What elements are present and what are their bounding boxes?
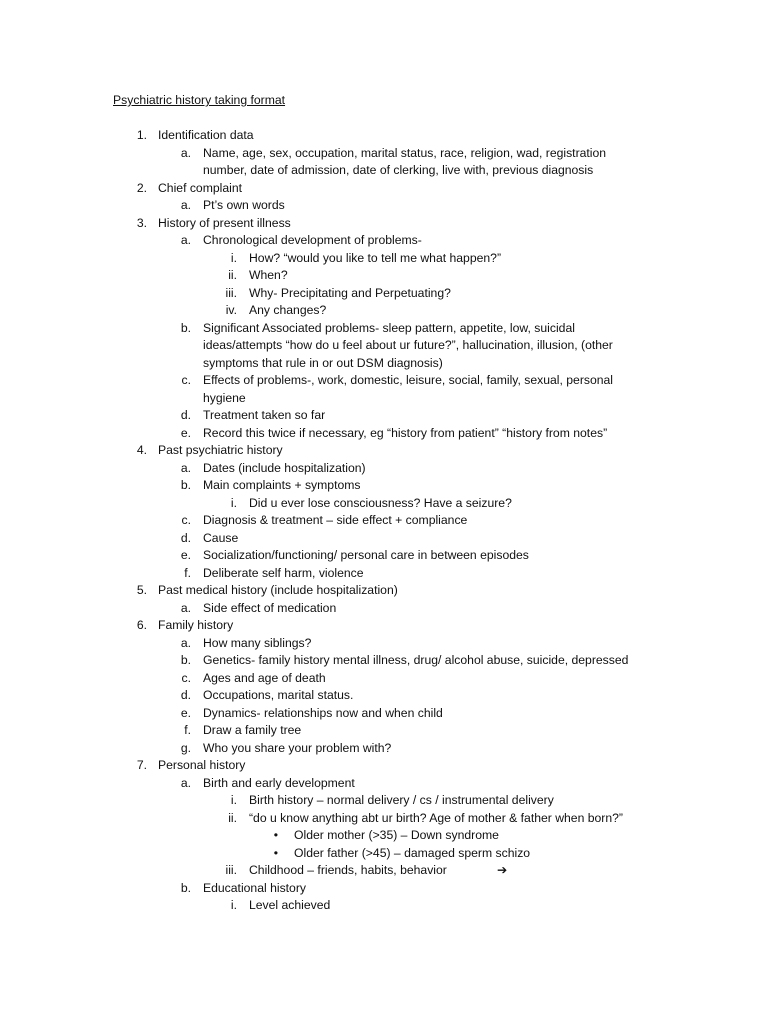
item-text: “do u know anything abt ur birth? Age of mother & father when born?” [249,811,623,825]
item-marker: g. [180,741,191,755]
item-text: Birth and early development [203,776,355,790]
item-text: How? “would you like to tell me what happen?” [249,251,502,265]
item-marker: f. [184,566,191,580]
item-text: Did u ever lose consciousness? Have a seizure? [249,496,512,510]
item-marker: b. [180,881,191,895]
item-text: Main complaints + symptoms [203,478,361,492]
item-text: symptoms that rule in or out DSM diagnosis) [203,356,443,370]
item-marker: • [273,846,278,860]
item-text: Birth history – normal delivery / cs / instrumental delivery [249,793,554,807]
item-text: Draw a family tree [203,723,302,737]
item-text: Occupations, marital status. [203,688,354,702]
item-text: When? [249,268,288,282]
item-marker: e. [180,548,191,562]
item-text: Identification data [158,128,254,142]
item-marker: f. [184,723,191,737]
item-text: Older mother (>35) – Down syndrome [294,828,499,842]
item-marker: b. [180,653,191,667]
item-text: Personal history [158,758,246,772]
item-marker: ii. [228,268,237,282]
item-marker: 4. [136,443,147,457]
item-text: Side effect of medication [203,601,337,615]
item-marker: a. [180,461,191,475]
item-text: Significant Associated problems- sleep pattern, appetite, low, suicidal [203,321,575,335]
item-text: Dynamics- relationships now and when child [203,706,443,720]
item-marker: a. [180,233,191,247]
item-text: Who you share your problem with? [203,741,392,755]
item-marker: 7. [136,758,147,772]
item-marker: 1. [136,128,147,142]
item-marker: a. [180,146,191,160]
item-marker: i. [230,496,237,510]
item-text: Pt’s own words [203,198,285,212]
document-title: Psychiatric history taking format [113,93,286,107]
item-marker: d. [180,688,191,702]
item-marker: i. [230,898,237,912]
item-marker: e. [180,426,191,440]
right-arrow-icon: ➔ [497,863,508,877]
item-text: How many siblings? [203,636,312,650]
item-text: Cause [203,531,239,545]
item-text: History of present illness [158,216,291,230]
item-text: Past medical history (include hospitalization) [158,583,398,597]
item-text: Chronological development of problems- [203,233,422,247]
item-marker: 2. [136,181,147,195]
item-marker: d. [180,408,191,422]
item-text: Ages and age of death [203,671,326,685]
item-marker: iii. [225,286,237,300]
item-marker: 6. [136,618,147,632]
item-marker: a. [180,601,191,615]
item-text: number, date of admission, date of clerking, live with, previous diagnosis [203,163,594,177]
item-marker: 3. [136,216,147,230]
item-text: Why- Precipitating and Perpetuating? [249,286,451,300]
item-text: Dates (include hospitalization) [203,461,366,475]
item-marker: i. [230,793,237,807]
item-text: Past psychiatric history [158,443,283,457]
item-text: Deliberate self harm, violence [203,566,364,580]
item-text: Any changes? [249,303,327,317]
item-text: Effects of problems-, work, domestic, leisure, social, family, sexual, personal [203,373,614,387]
item-marker: b. [180,478,191,492]
item-text: Level achieved [249,898,331,912]
item-text: Chief complaint [158,181,242,195]
item-text: Name, age, sex, occupation, marital status, race, religion, wad, registration [203,146,607,160]
item-marker: • [273,828,278,842]
item-text: Treatment taken so far [203,408,326,422]
item-text: Educational history [203,881,306,895]
item-marker: c. [181,373,191,387]
item-text: Older father (>45) – damaged sperm schizo [294,846,531,860]
item-marker: c. [181,671,191,685]
item-text: Family history [158,618,234,632]
item-text: Record this twice if necessary, eg “history from patient” “history from notes” [203,426,608,440]
item-marker: b. [180,321,191,335]
item-marker: a. [180,636,191,650]
item-text: Childhood – friends, habits, behavior [249,863,447,877]
item-marker: d. [180,531,191,545]
item-marker: e. [180,706,191,720]
item-marker: i. [230,251,237,265]
item-text: Socialization/functioning/ personal care in between episodes [203,548,529,562]
item-marker: iii. [225,863,237,877]
item-text: Diagnosis & treatment – side effect + compliance [203,513,468,527]
item-text: ideas/attempts “how do u feel about ur future?”, hallucination, illusion, (other [203,338,613,352]
item-text: hygiene [203,391,246,405]
item-marker: a. [180,776,191,790]
item-marker: 5. [136,583,147,597]
item-marker: ii. [228,811,237,825]
item-marker: a. [180,198,191,212]
item-marker: c. [181,513,191,527]
item-text: Genetics- family history mental illness, drug/ alcohol abuse, suicide, depressed [203,653,629,667]
item-marker: iv. [225,303,237,317]
